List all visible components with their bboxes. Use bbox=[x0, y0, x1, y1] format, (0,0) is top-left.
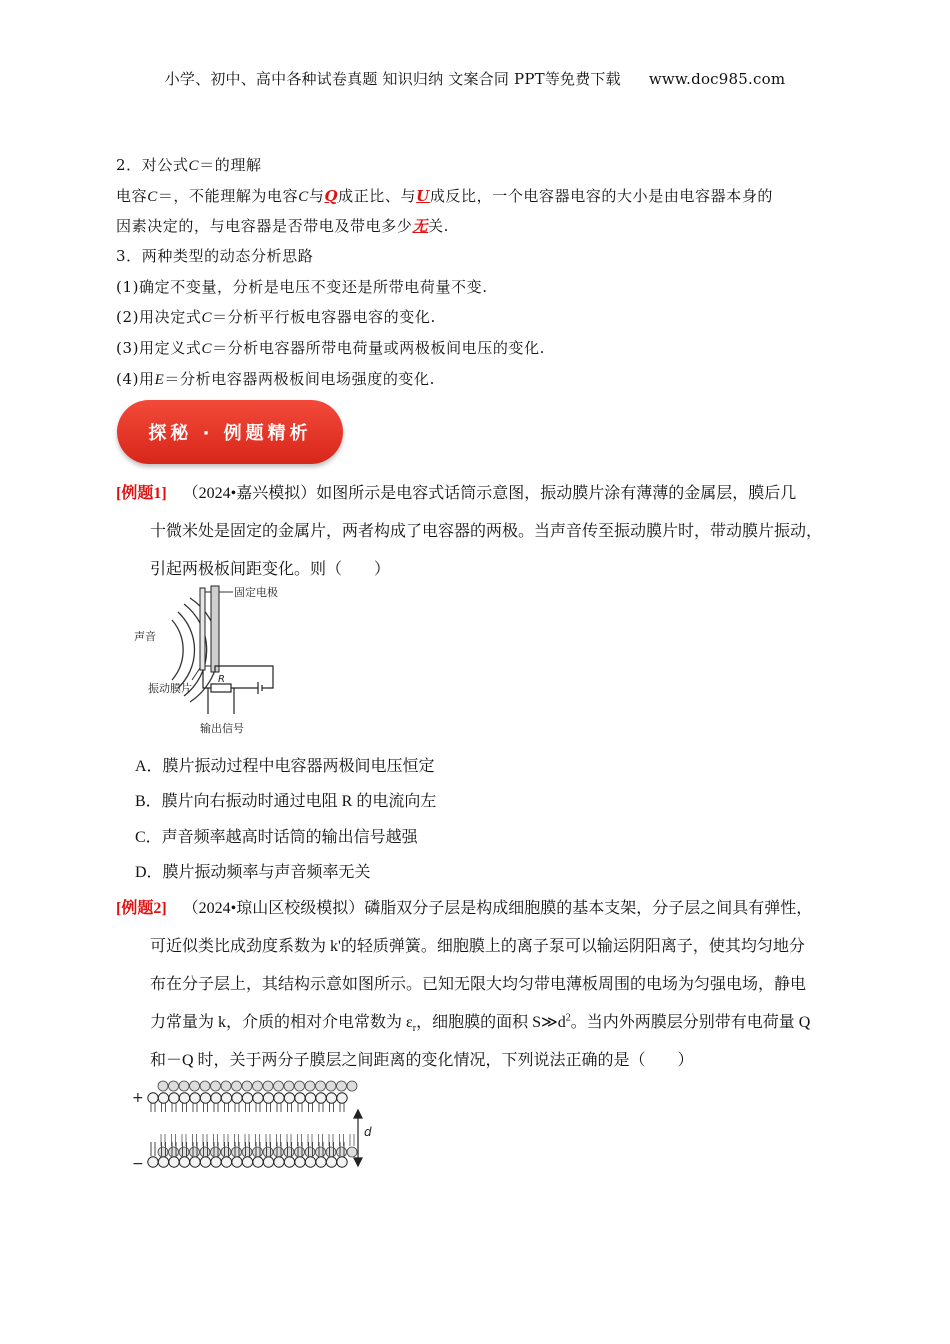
lipid-head bbox=[221, 1093, 231, 1103]
keyword-q: Q bbox=[324, 187, 339, 205]
resistor bbox=[211, 684, 231, 692]
lipid-head bbox=[200, 1093, 210, 1103]
lipid-head bbox=[232, 1093, 242, 1103]
lipid-head bbox=[242, 1081, 252, 1091]
lipid-head bbox=[253, 1093, 263, 1103]
lipid-head bbox=[211, 1081, 221, 1091]
lipid-head bbox=[211, 1157, 221, 1167]
lipid-head bbox=[326, 1081, 336, 1091]
lipid-head bbox=[295, 1081, 305, 1091]
lipid-head bbox=[221, 1157, 231, 1167]
example1-line3: 引起两极板间距变化。则（ ） bbox=[150, 561, 391, 578]
fixed-electrode bbox=[211, 586, 219, 672]
distance-label: d bbox=[364, 1125, 372, 1139]
lipid-head bbox=[316, 1157, 326, 1167]
lipid-head bbox=[274, 1081, 284, 1091]
lipid-head bbox=[295, 1093, 305, 1103]
header-url[interactable]: www.doc985.com bbox=[648, 70, 786, 88]
lipid-head bbox=[211, 1147, 221, 1157]
lipid-bilayer-diagram bbox=[128, 1072, 388, 1172]
lipid-head bbox=[337, 1081, 347, 1091]
lipid-head bbox=[169, 1093, 179, 1103]
lipid-head bbox=[190, 1081, 200, 1091]
lipid-head bbox=[305, 1081, 315, 1091]
section3-title: 3．两种类型的动态分析思路 bbox=[116, 247, 314, 265]
minus-sign: − bbox=[132, 1156, 144, 1172]
lipid-head bbox=[284, 1081, 294, 1091]
lipid-head bbox=[316, 1147, 326, 1157]
section2-title: 2．对公式C＝的理解 bbox=[116, 156, 262, 174]
lipid-head bbox=[263, 1093, 273, 1103]
lipid-head bbox=[169, 1081, 179, 1091]
lipid-head bbox=[232, 1157, 242, 1167]
lipid-head bbox=[169, 1157, 179, 1167]
fixed-electrode-label: 固定电极 bbox=[234, 586, 278, 599]
example1-line1: [例题1] （2024•嘉兴模拟）如图所示是电容式话筒示意图，振动膜片涂有薄薄的金属层，膜后几 bbox=[116, 485, 797, 502]
lipid-head bbox=[148, 1157, 158, 1167]
upper-membrane-layer bbox=[148, 1081, 357, 1112]
example2-label: [例题2] bbox=[116, 900, 167, 917]
lipid-head bbox=[179, 1157, 189, 1167]
example1-option-a[interactable]: A．膜片振动过程中电容器两极间电压恒定 bbox=[135, 758, 435, 775]
lipid-head bbox=[347, 1147, 357, 1157]
lipid-head bbox=[242, 1093, 252, 1103]
section3-item-4: (4)用E＝分析电容器两极板间电场强度的变化. bbox=[116, 370, 435, 388]
lipid-head bbox=[337, 1157, 347, 1167]
example2-line5: 和－Q 时，关于两分子膜层之间距离的变化情况，下列说法正确的是（ ） bbox=[150, 1052, 694, 1069]
lipid-head bbox=[284, 1147, 294, 1157]
lipid-head bbox=[274, 1147, 284, 1157]
lipid-head bbox=[295, 1157, 305, 1167]
example2-line3: 布在分子层上，其结构示意如图所示。已知无限大均匀带电薄板周围的电场为匀强电场，静电 bbox=[150, 976, 807, 993]
lipid-head bbox=[347, 1081, 357, 1091]
lipid-head bbox=[253, 1157, 263, 1167]
resistor-label: R bbox=[218, 674, 225, 685]
lipid-head bbox=[242, 1157, 252, 1167]
lipid-head bbox=[158, 1081, 168, 1091]
output-signal-label: 输出信号 bbox=[200, 722, 244, 735]
lipid-head bbox=[158, 1093, 168, 1103]
header-text: 小学、初中、高中各种试卷真题 知识归纳 文案合同 PPT等免费下载 bbox=[164, 70, 621, 88]
lipid-head bbox=[232, 1081, 242, 1091]
example2-line2: 可近似类比成劲度系数为 k'的轻质弹簧。细胞膜上的离子泵可以输运阴阳离子，使其均匀地分 bbox=[150, 938, 805, 955]
lipid-head bbox=[190, 1157, 200, 1167]
lipid-head bbox=[190, 1147, 200, 1157]
lipid-head bbox=[200, 1147, 210, 1157]
example1-option-d[interactable]: D．膜片振动频率与声音频率无关 bbox=[135, 864, 371, 881]
sound-label: 声音 bbox=[134, 630, 156, 643]
example1-option-b[interactable]: B．膜片向右振动时通过电阻 R 的电流向左 bbox=[135, 793, 437, 810]
section-banner: 探秘 · 例题精析 bbox=[117, 400, 343, 464]
lipid-head bbox=[326, 1157, 336, 1167]
lipid-head bbox=[232, 1147, 242, 1157]
microphone-diagram bbox=[128, 580, 288, 740]
lipid-head bbox=[305, 1147, 315, 1157]
lipid-head bbox=[200, 1081, 210, 1091]
section3-item-1: (1)确定不变量，分析是电压不变还是所带电荷量不变. bbox=[116, 278, 488, 296]
page-header bbox=[0, 68, 950, 89]
example2-line4: 力常量为 k，介质的相对介电常数为 $\varepsilon_r$，细胞膜的面积 $S≫d^2$。当内外两膜层分别带有电荷量 Q bbox=[150, 1012, 811, 1035]
lipid-head bbox=[179, 1093, 189, 1103]
keyword-u: U bbox=[416, 187, 430, 205]
section3-item-3: (3)用定义式C＝分析电容器所带电荷量或两极板间电压的变化. bbox=[116, 339, 546, 357]
lipid-head bbox=[253, 1081, 263, 1091]
lower-membrane-layer bbox=[148, 1134, 357, 1167]
lipid-head bbox=[305, 1157, 315, 1167]
section3-item-2: (2)用决定式C＝分析平行板电容器电容的变化. bbox=[116, 308, 436, 326]
lipid-head bbox=[337, 1147, 347, 1157]
section2-paragraph-line1: 电容C＝，不能理解为电容C与Q成正比、与U成反比，一个电容器电容的大小是由电容器本身的 bbox=[116, 187, 774, 205]
lipid-head bbox=[263, 1147, 273, 1157]
lipid-head bbox=[179, 1147, 189, 1157]
lipid-head bbox=[337, 1093, 347, 1103]
lipid-head bbox=[263, 1157, 273, 1167]
lipid-head bbox=[326, 1093, 336, 1103]
lipid-head bbox=[221, 1081, 231, 1091]
lipid-head bbox=[242, 1147, 252, 1157]
lipid-head bbox=[211, 1093, 221, 1103]
example1-label: [例题1] bbox=[116, 485, 167, 502]
lipid-head bbox=[305, 1093, 315, 1103]
lipid-head bbox=[295, 1147, 305, 1157]
lipid-head bbox=[326, 1147, 336, 1157]
lipid-head bbox=[316, 1081, 326, 1091]
membrane-label: 振动膜片 bbox=[148, 682, 192, 695]
lipid-head bbox=[148, 1093, 158, 1103]
lipid-head bbox=[253, 1147, 263, 1157]
lipid-head bbox=[263, 1081, 273, 1091]
example1-line2: 十微米处是固定的金属片，两者构成了电容器的两极。当声音传至振动膜片时，带动膜片振动， bbox=[150, 523, 823, 540]
example2-line1: [例题2] （2024•琼山区校级模拟）磷脂双分子层是构成细胞膜的基本支架，分子层之间具有弹性， bbox=[116, 900, 813, 917]
lipid-head bbox=[190, 1093, 200, 1103]
lipid-head bbox=[284, 1157, 294, 1167]
lipid-head bbox=[284, 1093, 294, 1103]
lipid-head bbox=[158, 1147, 168, 1157]
lipid-head bbox=[274, 1093, 284, 1103]
vibrating-membrane bbox=[200, 588, 205, 670]
lipid-head bbox=[221, 1147, 231, 1157]
lipid-head bbox=[158, 1157, 168, 1167]
distance-arrow bbox=[354, 1110, 362, 1166]
lipid-head bbox=[179, 1081, 189, 1091]
keyword-wu: 无 bbox=[412, 217, 429, 235]
example1-option-c[interactable]: C．声音频率越高时话筒的输出信号越强 bbox=[135, 829, 418, 846]
lipid-head bbox=[274, 1157, 284, 1167]
section2-paragraph-line2: 因素决定的，与电容器是否带电及带电多少无关. bbox=[116, 217, 449, 235]
plus-sign: + bbox=[132, 1090, 144, 1106]
lipid-head bbox=[200, 1157, 210, 1167]
lipid-head bbox=[316, 1093, 326, 1103]
lipid-head bbox=[169, 1147, 179, 1157]
